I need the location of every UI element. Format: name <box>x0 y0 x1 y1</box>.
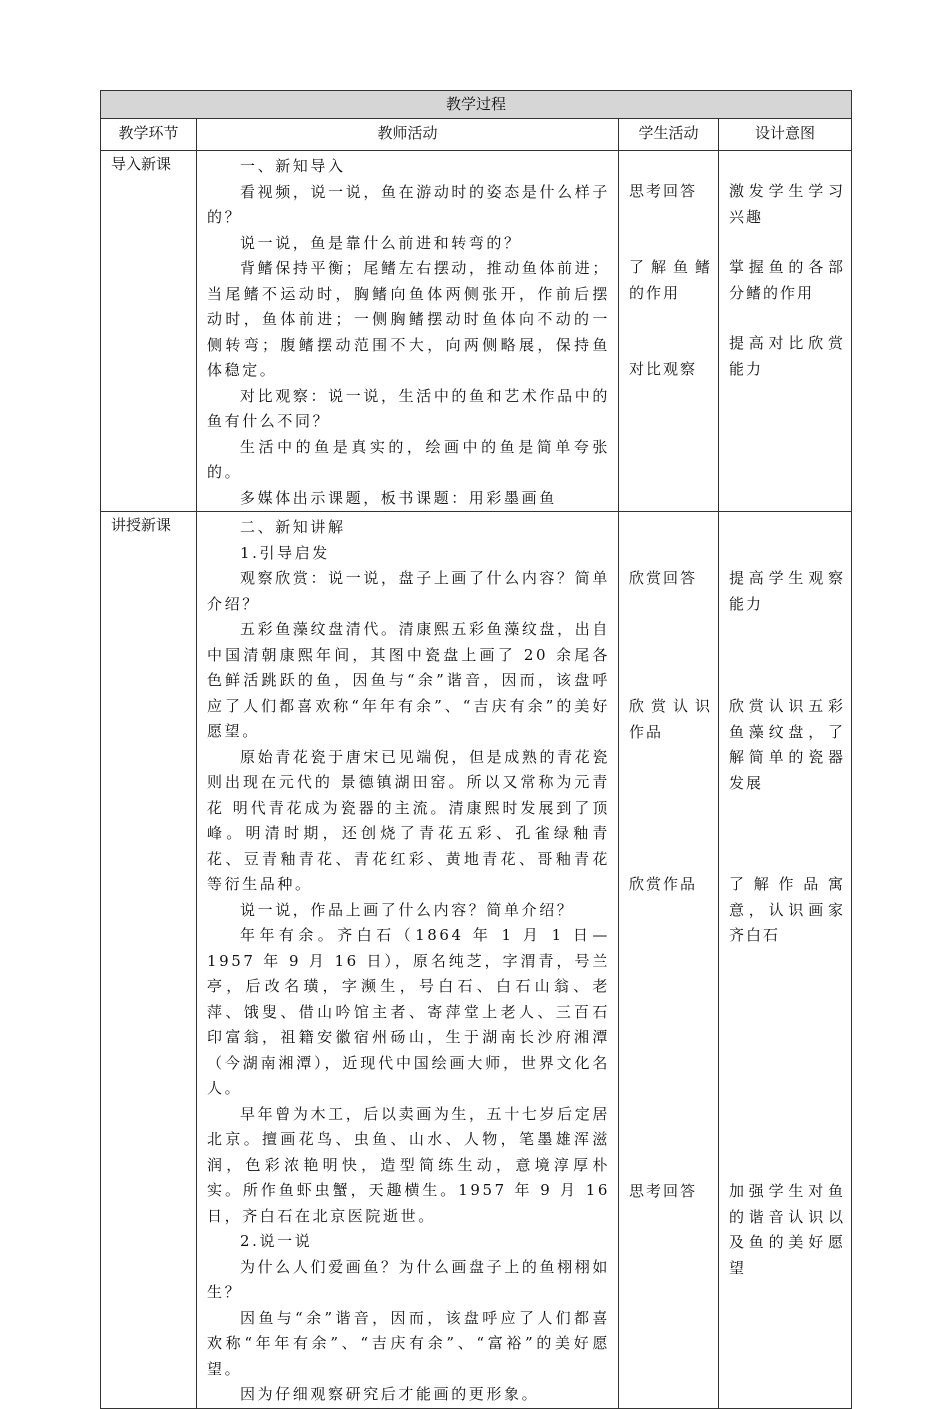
paragraph: 二、新知讲解 <box>240 518 346 536</box>
paragraph: 多媒体出示课题，板书课题：用彩墨画鱼 <box>240 488 557 507</box>
design-item: 激发学生学习兴趣 <box>729 182 846 226</box>
paragraph: 年年有余。齐白石（1864 年 1 月 1 日—1957 年 9 月 16 日），原名纯芝，字渭青，号兰亭，后改名璜，字濒生，号白石、白石山翁、老萍、饿叟、借山吟馆主者、寄萍堂上老人、三百石印富翁，祖籍安徽宿州砀山，生于湖南长沙府湘潭（今湖南湘潭），近现代中国绘画大师，世界文化名人。 <box>207 926 610 1097</box>
paragraph: 早年曾为木工，后以卖画为生，五十七岁后定居北京。擅画花鸟、虫鱼、山水、人物，笔墨雄浑滋润，色彩浓艳明快，造型简练生动，意境淳厚朴实。所作鱼虾虫蟹，天趣横生。1957 年 9 月 16 日，齐白石在北京医院逝世。 <box>207 1104 610 1225</box>
student-activity-cell <box>619 151 719 512</box>
paragraph: 说一说，鱼是靠什么前进和转弯的？ <box>240 233 522 252</box>
paragraph: 一、新知导入 <box>240 157 346 175</box>
paragraph: 因为仔细观察研究后才能画的更形象。 <box>240 1385 540 1403</box>
paragraph: 为什么人们爱画鱼？为什么画盘子上的鱼栩栩如生？ <box>207 1257 610 1301</box>
paragraph: 1.引导启发 <box>240 543 330 562</box>
header-teacher: 教师活动 <box>197 119 619 151</box>
design-item: 加强学生对鱼的谐音认识以及鱼的美好愿望 <box>729 1182 846 1277</box>
student-item: 欣赏认识作品 <box>629 697 712 741</box>
student-item: 欣赏作品 <box>629 875 698 893</box>
student-item: 了解鱼鳍的作用 <box>629 258 712 302</box>
table-title: 教学过程 <box>101 91 852 119</box>
header-design: 设计意图 <box>719 119 852 151</box>
student-item: 欣赏回答 <box>629 569 698 587</box>
paragraph: 看视频，说一说，鱼在游动时的姿态是什么样子的？ <box>207 182 610 226</box>
design-item: 欣赏认识五彩鱼藻纹盘，了解简单的瓷器发展 <box>729 697 846 792</box>
paragraph: 因鱼与“余”谐音，因而，该盘呼应了人们都喜欢称“年年有余”、“吉庆有余”、“富裕”的美好愿望。 <box>207 1308 610 1378</box>
design-item: 提高对比欣赏能力 <box>729 334 846 378</box>
table-row <box>101 512 852 1409</box>
paragraph: 2.说一说 <box>240 1232 313 1250</box>
student-item: 思考回答 <box>629 182 698 200</box>
student-item: 思考回答 <box>629 1182 698 1200</box>
design-item: 掌握鱼的各部分鳍的作用 <box>729 258 846 302</box>
table-row <box>101 151 852 512</box>
paragraph: 五彩鱼藻纹盘清代。清康熙五彩鱼藻纹盘，出自中国清朝康熙年间，其图中瓷盘上画了 20 余尾各色鲜活跳跃的鱼，因鱼与“余”谐音，因而，该盘呼应了人们都喜欢称“年年有余”、“吉庆有余”的美好愿望。 <box>207 620 610 740</box>
paragraph: 生活中的鱼是真实的，绘画中的鱼是简单夸张的。 <box>207 437 610 481</box>
paragraph: 观察欣赏：说一说，盘子上画了什么内容？简单介绍？ <box>207 569 610 613</box>
student-activity-cell <box>619 512 719 1409</box>
design-intent-cell <box>719 151 852 512</box>
design-item: 提高学生观察能力 <box>729 569 846 613</box>
lesson-process-table <box>100 90 852 1409</box>
paragraph: 对比观察：说一说，生活中的鱼和艺术作品中的鱼有什么不同？ <box>207 386 610 430</box>
stage-cell: 讲授新课 <box>101 512 197 1409</box>
design-item: 了解作品寓意，认识画家齐白石 <box>729 875 846 944</box>
teacher-activity-cell <box>197 512 619 1409</box>
paragraph: 背鳍保持平衡；尾鳍左右摆动，推动鱼体前进；当尾鳍不运动时，胸鳍向鱼体两侧张开，作前后摆动时，鱼体前进；一侧胸鳍摆动时鱼体向不动的一侧转弯；腹鳍摆动范围不大，向两侧略展，保持鱼体稳定。 <box>207 259 610 379</box>
student-item: 对比观察 <box>629 360 698 378</box>
paragraph: 说一说，作品上画了什么内容？简单介绍？ <box>240 900 575 919</box>
header-student: 学生活动 <box>619 119 719 151</box>
header-stage: 教学环节 <box>101 119 197 151</box>
teacher-activity-cell <box>197 151 619 512</box>
stage-cell: 导入新课 <box>101 151 197 512</box>
design-intent-cell <box>719 512 852 1409</box>
paragraph: 原始青花瓷于唐宋已见端倪，但是成熟的青花瓷则出现在元代的 景德镇湖田窑。所以又常称为元青花 明代青花成为瓷器的主流。清康熙时发展到了顶峰。明清时期，还创烧了青花五彩、孔雀绿釉青花、豆青釉青花、青花红彩、黄地青花、哥釉青花等衍生品种。 <box>207 747 610 893</box>
